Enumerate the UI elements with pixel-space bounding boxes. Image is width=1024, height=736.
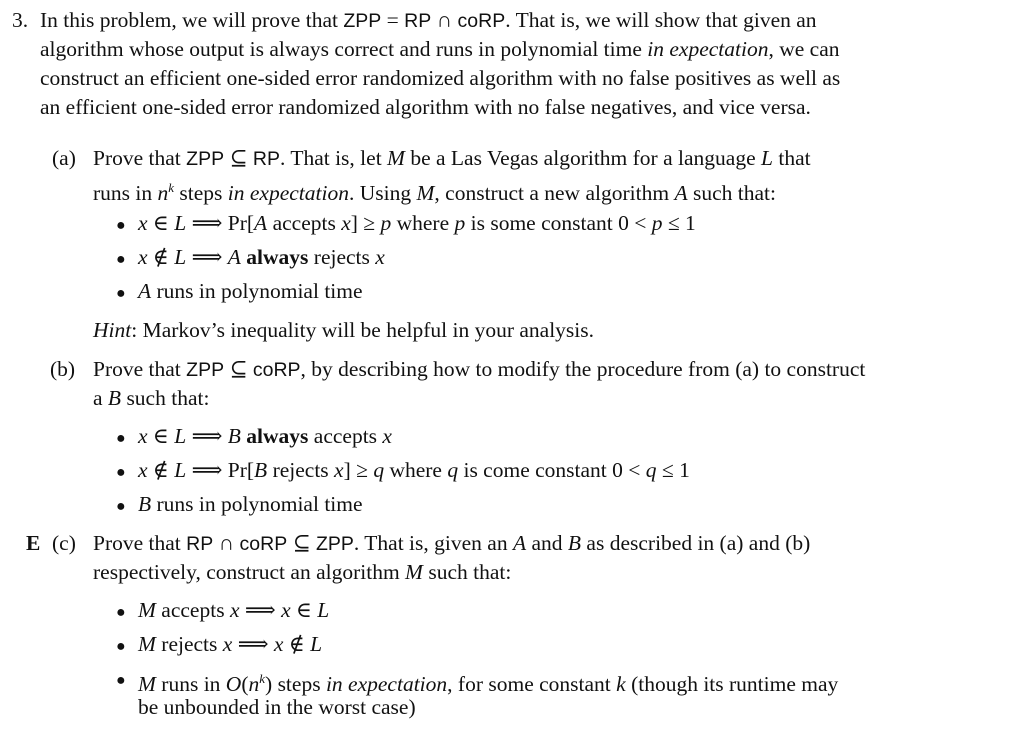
- part-b-line-2: a B such that:: [93, 386, 210, 410]
- part-b-bullet-2: x ∉ L ⟹ Pr[B rejects x] ≥ q where q is come constant 0 < q ≤ 1: [138, 458, 690, 482]
- part-b-bullet-3: B runs in polynomial time: [138, 492, 363, 516]
- part-a-bullet-2: x ∉ L ⟹ A always rejects x: [138, 245, 385, 269]
- part-c-bullet-1: M accepts x ⟹ x ∈ L: [138, 598, 330, 622]
- part-a-hint: Hint: Markov’s inequality will be helpful in your analysis.: [93, 318, 595, 342]
- part-a-bullet-1: x ∈ L ⟹ Pr[A accepts x] ≥ p where p is some constant 0 < p ≤ 1: [138, 211, 696, 235]
- intro-line-4: an efficient one-sided error randomized algorithm with no false negatives, and vice versa.: [40, 95, 811, 119]
- part-c-bullet-3-cont: be unbounded in the worst case): [138, 695, 416, 719]
- part-b-bullet-1: x ∈ L ⟹ B always accepts x: [138, 424, 392, 448]
- bullet-icon: ●: [116, 498, 126, 515]
- bullet-icon: ●: [116, 638, 126, 655]
- bullet-icon: ●: [116, 430, 126, 447]
- bullet-icon: ●: [116, 285, 126, 302]
- part-b-label: (b): [50, 357, 76, 381]
- part-b-line-1: Prove that ZPP ⊆ coRP, by describing how to modify the procedure from (a) to construct: [93, 357, 866, 381]
- part-a-label: (a): [52, 146, 76, 170]
- intro-line-1: In this problem, we will prove that ZPP = RP ∩ coRP. That is, we will show that given an: [40, 8, 817, 32]
- part-a-line-2: runs in $n^k$ steps in expectation. Using M, construct a new algorithm A such that:: [93, 180, 776, 206]
- bullet-icon: ●: [116, 604, 126, 621]
- bullet-icon: ●: [116, 672, 126, 689]
- intro-line-2: algorithm whose output is always correct and runs in polynomial time in expectation, we can: [40, 37, 840, 61]
- problem-number: 3.: [12, 8, 29, 32]
- bullet-icon: ●: [116, 464, 126, 481]
- part-a-line-1: Prove that ZPP ⊆ RP. That is, let M be a Las Vegas algorithm for a language L that: [93, 146, 811, 170]
- part-c-label: (c): [52, 531, 76, 555]
- part-a-bullet-3: A runs in polynomial time: [138, 279, 363, 303]
- part-c-line-2: respectively, construct an algorithm M such that:: [93, 560, 512, 584]
- part-c-line-1: Prove that RP ∩ coRP ⊆ ZPP. That is, given an A and B as described in (a) and (b): [93, 531, 811, 555]
- bullet-icon: ●: [116, 217, 126, 234]
- intro-line-3: construct an efficient one-sided error randomized algorithm with no false positives as well as: [40, 66, 841, 90]
- bullet-icon: ●: [116, 251, 126, 268]
- part-c-bullet-2: M rejects x ⟹ x ∉ L: [138, 632, 323, 656]
- part-c-marker: E: [26, 531, 41, 555]
- part-c-bullet-3: M runs in $O(n^k)$ steps in expectation, for some constant k (though its runtime may: [138, 671, 839, 697]
